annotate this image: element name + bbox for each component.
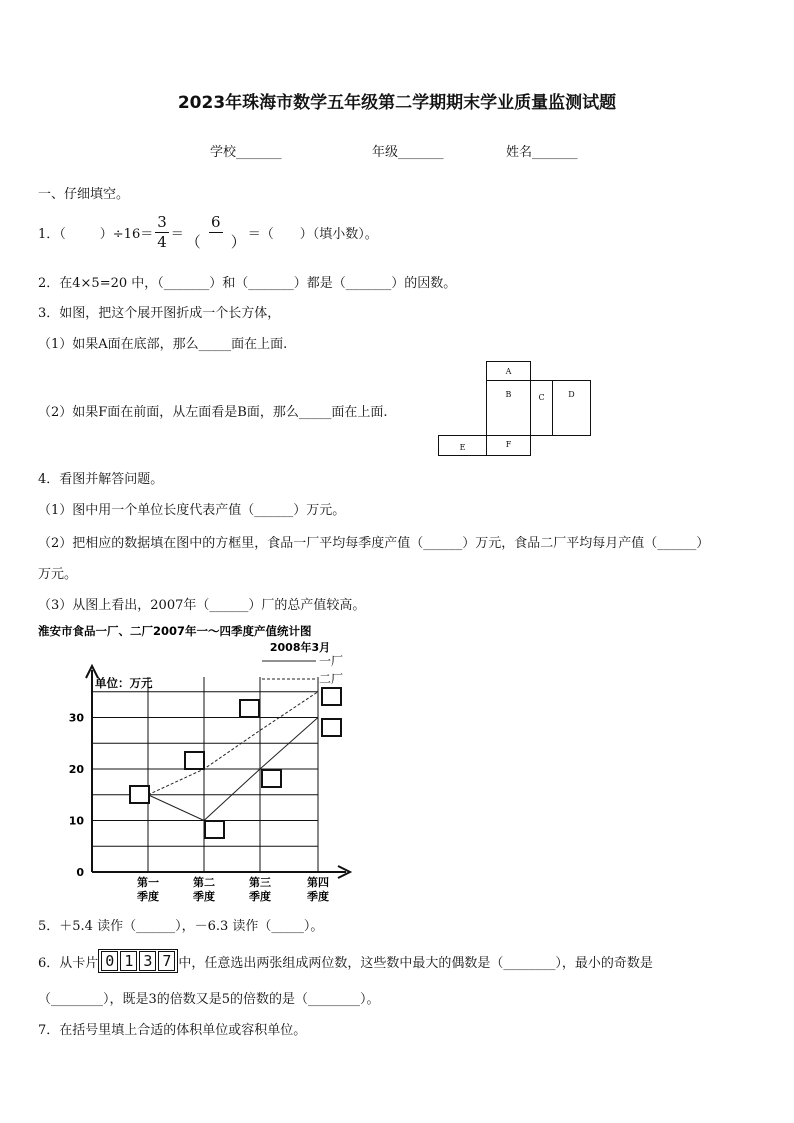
page-title: 2023年珠海市数学五年级第二学期期末学业质量监测试题 xyxy=(177,93,617,113)
q1-equals: ＝ xyxy=(170,226,184,242)
question-7: 7．在括号里填上合适的体积单位或容积单位。 xyxy=(38,1023,307,1038)
answer-boxes xyxy=(130,688,341,838)
question-3: 3．如图，把这个展开图折成一个长方体， xyxy=(38,306,281,321)
net-face-d: D xyxy=(552,380,591,436)
question-4: 4．看图并解答问题。 xyxy=(38,472,164,487)
net-face-f: F xyxy=(486,435,531,456)
x-tick-label: 季度 xyxy=(137,890,159,903)
x-tick-label: 第一 xyxy=(137,876,159,889)
name-field: 姓名_______ xyxy=(506,145,578,160)
question-4-part-2: （2）把相应的数据填在图中的方框里，食品一厂平均每季度产值（______）万元，食品二厂平均每月产值（______） xyxy=(38,536,710,551)
answer-box xyxy=(130,786,149,803)
answer-box xyxy=(262,770,281,787)
digit-card: 0 xyxy=(101,951,118,971)
question-4-part-2-cont: 万元。 xyxy=(38,567,78,582)
digit-card: 1 xyxy=(120,951,137,971)
school-field: 学校_______ xyxy=(210,145,282,160)
chart-subtitle: 2008年3月 xyxy=(269,641,331,654)
q6-prefix: 6．从卡片 xyxy=(38,955,99,971)
net-face-a: A xyxy=(486,361,531,381)
fraction-3-4: $\frac{3}{4}$ xyxy=(157,212,167,251)
chart-title: 淮安市食品一厂、二厂2007年一～四季度产值统计图 xyxy=(38,624,312,638)
digit-card: 3 xyxy=(139,951,156,971)
q1-tail: ＝（ ）（填小数）。 xyxy=(247,226,378,242)
x-tick-label: 季度 xyxy=(307,890,329,903)
x-tick-labels xyxy=(137,875,329,903)
x-tick-label: 第三 xyxy=(249,876,271,889)
y-tick-label: 0 xyxy=(76,866,84,879)
y-axis-label: 单位：万元 xyxy=(95,676,153,690)
question-5: 5．＋5.4 读作（______），－6.3 读作（_____）。 xyxy=(38,919,324,934)
chart-grid xyxy=(86,666,350,878)
answer-box xyxy=(205,821,224,838)
y-tick-label: 20 xyxy=(68,763,84,776)
x-tick-label: 第二 xyxy=(193,876,215,889)
question-3-part-1: （1）如果A面在底部，那么_____面在上面. xyxy=(38,337,288,352)
x-tick-label: 季度 xyxy=(249,890,271,903)
question-4-part-3: （3）从图上看出，2007年（______）厂的总产值较高。 xyxy=(38,598,366,613)
section-heading: 一、仔细填空。 xyxy=(38,187,130,202)
production-line-chart xyxy=(0,618,420,910)
question-6-cont: （________），既是3的倍数又是5的倍数的是（________）。 xyxy=(38,992,380,1007)
question-1 xyxy=(38,210,378,254)
answer-box xyxy=(240,700,259,717)
question-4-part-1: （1）图中用一个单位长度代表产值（______）万元。 xyxy=(38,503,346,518)
answer-box xyxy=(185,752,204,769)
answer-box xyxy=(322,688,341,705)
digit-card: 7 xyxy=(158,951,175,971)
y-tick-label: 30 xyxy=(68,711,84,725)
net-face-e: E xyxy=(438,435,487,456)
digit-cards xyxy=(98,949,178,973)
question-2: 2．在4×5=20 中，（_______）和（_______）都是（_______）的因数。 xyxy=(38,276,457,291)
legend-label: 二厂 xyxy=(319,672,344,686)
grade-field: 年级_______ xyxy=(372,145,444,160)
y-tick-labels xyxy=(69,712,85,880)
x-tick-label: 第四 xyxy=(307,876,329,889)
net-face-c: C xyxy=(530,380,553,436)
y-tick-label: 10 xyxy=(68,814,84,828)
question-3-part-2: （2）如果F面在前面，从左面看是B面，那么_____面在上面. xyxy=(38,405,388,420)
fraction-6-blank: $\frac{6}{( )}$ xyxy=(185,212,246,251)
x-tick-label: 季度 xyxy=(193,890,215,903)
answer-box xyxy=(322,719,341,736)
q6-suffix: 中，任意选出两张组成两位数，这些数中最大的偶数是（________），最小的奇数是 xyxy=(178,955,653,971)
question-6 xyxy=(38,949,653,973)
q1-num: 1．（ xyxy=(38,226,66,242)
net-face-b: B xyxy=(486,380,531,436)
q1-mid: ）÷16＝ xyxy=(99,226,154,242)
chart-legend xyxy=(262,654,343,686)
legend-label: 一厂 xyxy=(319,654,344,668)
chart-series xyxy=(148,692,318,821)
